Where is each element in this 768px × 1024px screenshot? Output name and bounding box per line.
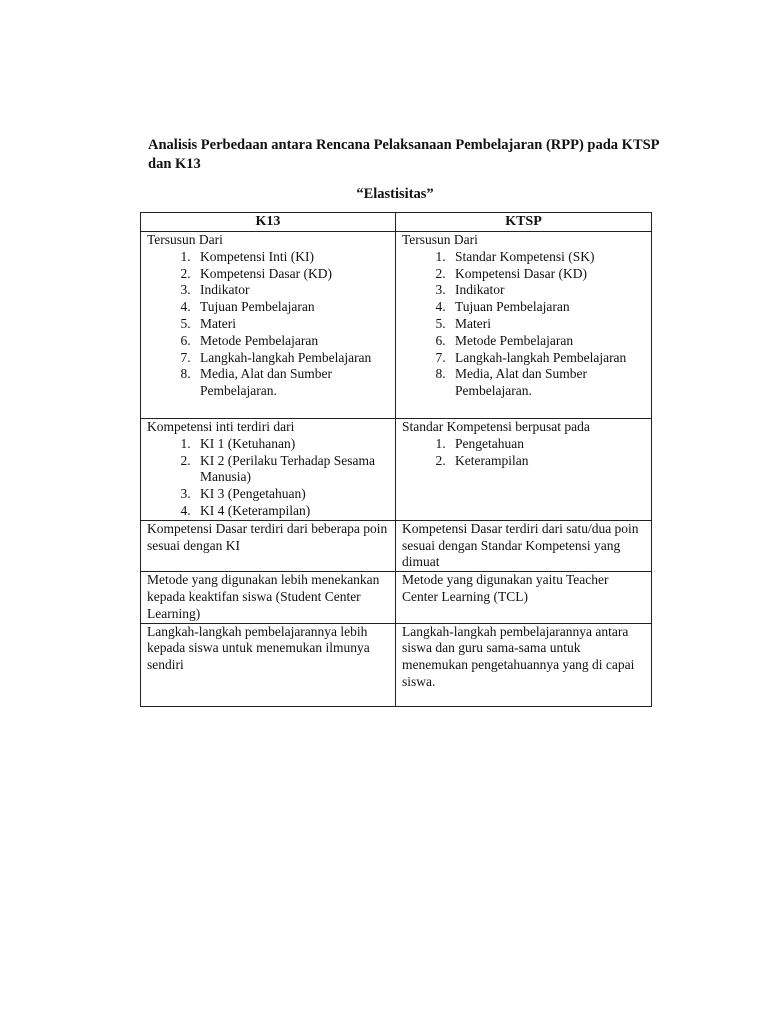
cell-lead: Tersusun Dari <box>147 232 223 247</box>
list-item: 2. Kompetensi Dasar (KD) <box>449 266 645 283</box>
competence-list <box>147 436 389 520</box>
cell-ktsp-basic-competence: Kompetensi Dasar terdiri dari satu/dua poin sesuai dengan Standar Kompetensi yang dimuat <box>396 520 652 571</box>
list-item: 6. Metode Pembelajaran <box>194 333 389 350</box>
document-subtitle: “Elastisitas” <box>356 186 434 202</box>
list-item: 3. KI 3 (Pengetahuan) <box>194 486 389 503</box>
list-item: 4. Tujuan Pembelajaran <box>194 299 389 316</box>
list-item: 4. Tujuan Pembelajaran <box>449 299 645 316</box>
list-item: 1. KI 1 (Ketuhanan) <box>194 436 389 453</box>
cell-ktsp-steps: Langkah-langkah pembelajarannya antara siswa dan guru sama-sama untuk menemukan pengetahuannya yang di capai siswa. <box>396 623 652 706</box>
document-title: Analisis Perbedaan antara Rencana Pelaksanaan Pembelajaran (RPP) pada KTSP dan K13 <box>148 137 659 172</box>
cell-ktsp-components <box>396 232 652 419</box>
table-row <box>141 572 652 623</box>
table-row <box>141 419 652 521</box>
cell-k13-basic-competence: Kompetensi Dasar terdiri dari beberapa poin sesuai dengan KI <box>141 520 396 571</box>
cell-k13-method: Metode yang digunakan lebih menekankan kepada keaktifan siswa (Student Center Learning) <box>141 572 396 623</box>
list-item: 2. Keterampilan <box>449 453 645 470</box>
list-item: 2. Kompetensi Dasar (KD) <box>194 266 389 283</box>
table-header-row <box>141 213 652 232</box>
header-ktsp: KTSP <box>396 213 652 232</box>
table-row <box>141 232 652 419</box>
component-list <box>147 249 389 400</box>
list-item: 5. Materi <box>449 316 645 333</box>
component-list <box>402 249 645 400</box>
list-item: 1. Pengetahuan <box>449 436 645 453</box>
list-item: 2. KI 2 (Perilaku Terhadap Sesama Manusia) <box>194 453 389 487</box>
cell-lead: Standar Kompetensi berpusat pada <box>402 419 590 434</box>
comparison-table <box>140 212 652 707</box>
competence-list <box>402 436 645 470</box>
table-row <box>141 623 652 706</box>
table-row <box>141 520 652 571</box>
list-item: 1. Kompetensi Inti (KI) <box>194 249 389 266</box>
cell-ktsp-standard-competence <box>396 419 652 521</box>
cell-k13-core-competence <box>141 419 396 521</box>
header-k13: K13 <box>141 213 396 232</box>
cell-lead: Kompetensi inti terdiri dari <box>147 419 295 434</box>
cell-k13-steps: Langkah-langkah pembelajarannya lebih kepada siswa untuk menemukan ilmunya sendiri <box>141 623 396 706</box>
list-item: 7. Langkah-langkah Pembelajaran <box>194 350 389 367</box>
list-item: 7. Langkah-langkah Pembelajaran <box>449 350 645 367</box>
cell-k13-components <box>141 232 396 419</box>
list-item: 8. Media, Alat dan Sumber Pembelajaran. <box>194 366 389 400</box>
list-item: 1. Standar Kompetensi (SK) <box>449 249 645 266</box>
list-item: 6. Metode Pembelajaran <box>449 333 645 350</box>
list-item: 4. KI 4 (Keterampilan) <box>194 503 389 520</box>
cell-lead: Tersusun Dari <box>402 232 478 247</box>
list-item: 5. Materi <box>194 316 389 333</box>
list-item: 3. Indikator <box>194 282 389 299</box>
list-item: 8. Media, Alat dan Sumber Pembelajaran. <box>449 366 645 400</box>
cell-ktsp-method: Metode yang digunakan yaitu Teacher Center Learning (TCL) <box>396 572 652 623</box>
list-item: 3. Indikator <box>449 282 645 299</box>
